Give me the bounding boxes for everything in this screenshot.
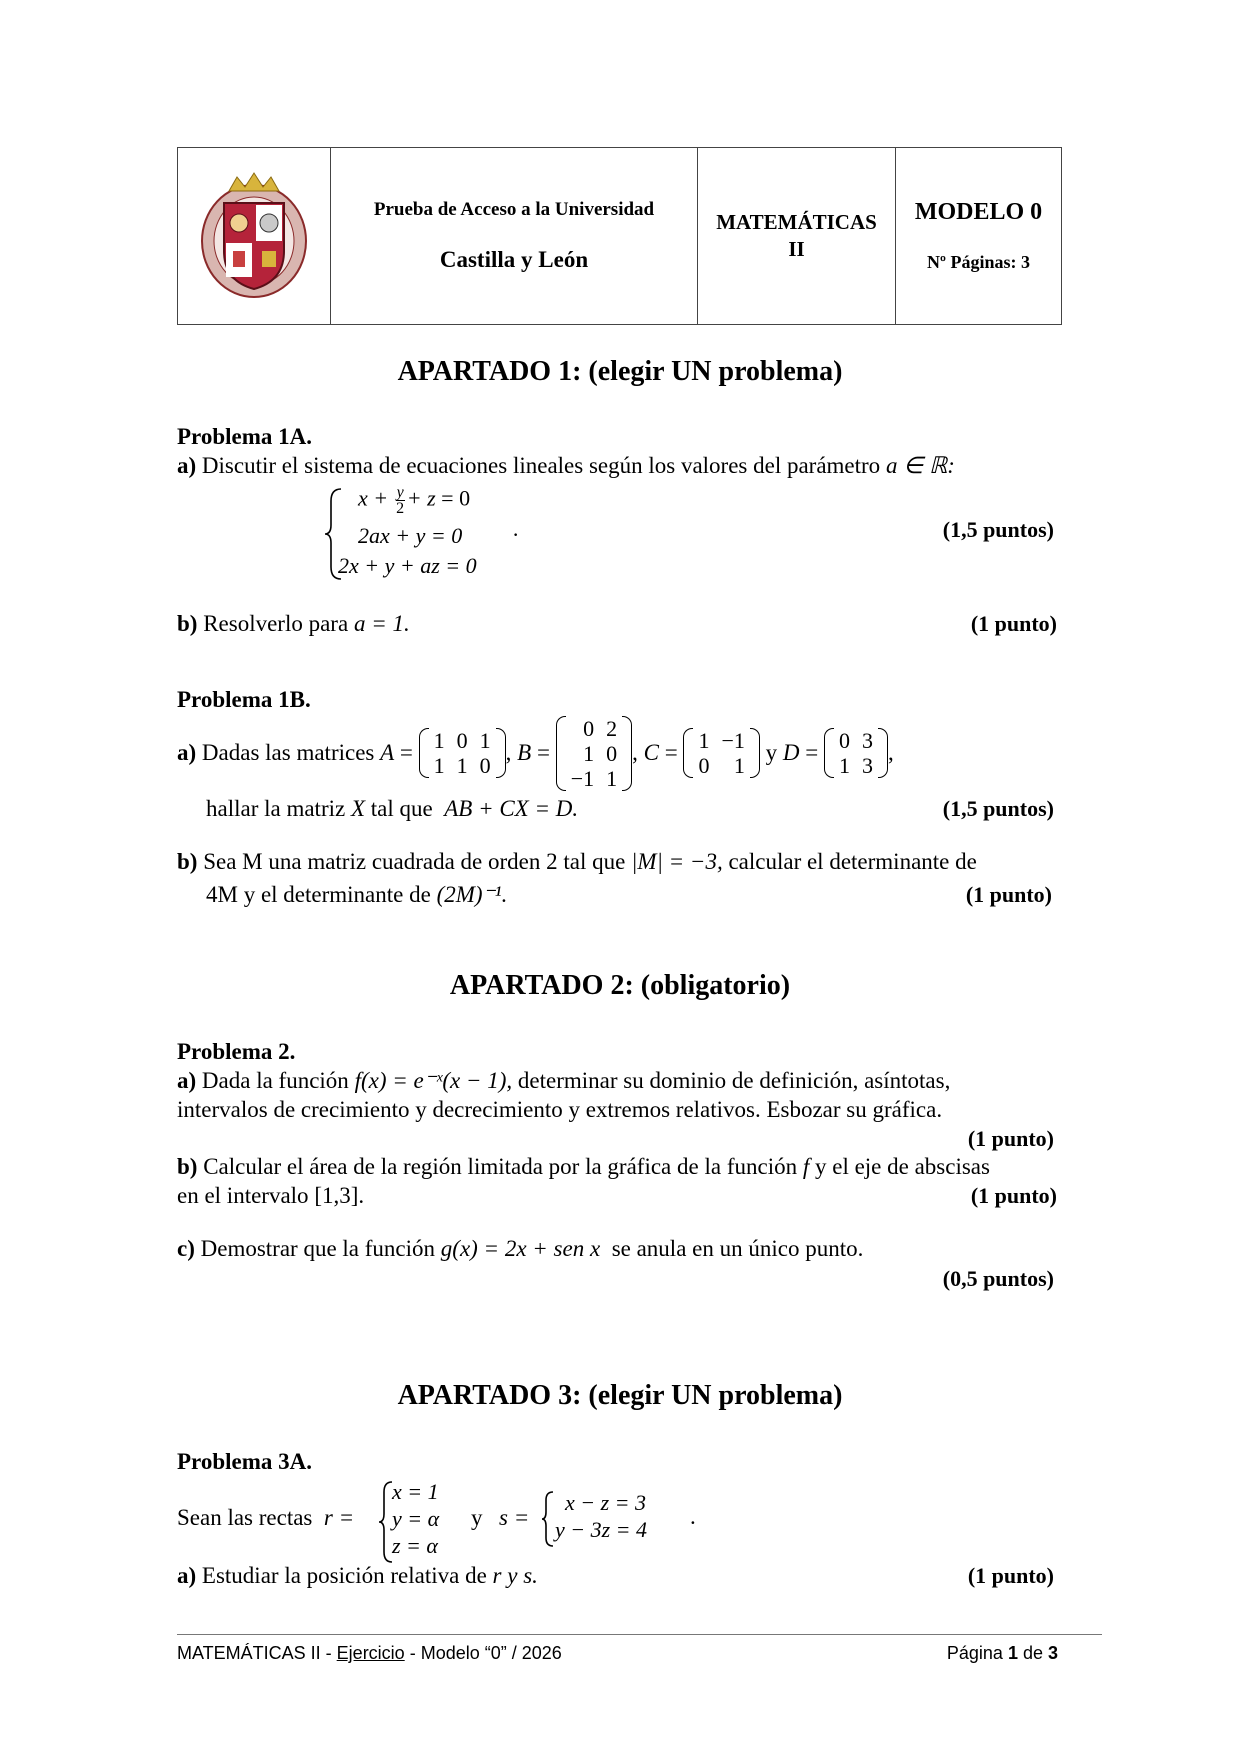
footer-exercise-link[interactable]: Ejercicio (336, 1643, 405, 1663)
matrix-entry: −1 (570, 765, 595, 791)
page-count: Nº Páginas: 3 (927, 252, 1030, 272)
subject-cell (698, 148, 896, 325)
matrix-entry: 0 (479, 753, 491, 778)
region-name: Castilla y León (439, 247, 589, 272)
matrix-entry: −1 (721, 728, 745, 753)
part-math: r y s. (492, 1563, 538, 1588)
part-text: y el eje de abscisas (814, 1154, 990, 1179)
matrix-entry: 1 (433, 753, 445, 778)
subject-level: II (788, 237, 805, 261)
matrix-entry: 1 (433, 728, 445, 753)
problem-2-b-points: (1 punto) (970, 1183, 1057, 1208)
line-s-eq2: y − 3z = 4 (555, 1517, 648, 1542)
line-r-label: r = (323, 1505, 355, 1530)
part-label: b) (177, 849, 198, 874)
interval-math: [1,3]. (314, 1183, 365, 1208)
part-label: c) (177, 1236, 195, 1261)
part-label: b) (177, 1154, 198, 1179)
part-text: se anula en un único punto. (611, 1236, 864, 1261)
footer-model: - Modelo “0” / 2026 (404, 1643, 562, 1663)
matrix-entry: 1 (838, 753, 850, 778)
matrix-d (824, 728, 888, 778)
section-1-title: APARTADO 1: (elegir UN problema) (397, 356, 843, 387)
lines-intro (177, 1505, 354, 1531)
matrix-entry: 3 (861, 728, 873, 753)
matrix-entry: 0 (456, 728, 468, 753)
exam-header-table (177, 147, 1062, 325)
lines-period: . (690, 1504, 696, 1529)
unknown-matrix: X (350, 796, 366, 821)
matrix-entry: 3 (861, 753, 873, 778)
problem-2-c-points: (0,5 puntos) (942, 1266, 1054, 1291)
matrix-entry: 0 (583, 715, 595, 741)
footer-page-prefix: Página (946, 1643, 1008, 1663)
system-eq3: 2x + y + az = 0 (338, 553, 477, 578)
part-label: b) (177, 611, 198, 636)
line-s-label: s = (499, 1505, 530, 1530)
problem-3a-heading: Problema 3A. (177, 1449, 313, 1474)
function-symbol: f (802, 1154, 810, 1179)
problem-2-a-points: (1 punto) (967, 1126, 1054, 1151)
university-seal-logo (199, 169, 309, 299)
problem-1b-part-b-line2 (206, 882, 507, 908)
problem-1a-part-a (177, 453, 955, 479)
section-3-title: APARTADO 3: (elegir UN problema) (397, 1380, 843, 1411)
problem-1a-heading: Problema 1A. (177, 424, 313, 449)
part-label: a) (177, 1563, 197, 1588)
part-text: Dadas las matrices (201, 740, 375, 765)
system-eq1: x + $\frac{y}{2}$ + z = 0 (358, 484, 471, 517)
problem-2-part-c (177, 1236, 863, 1262)
logo-cell (178, 148, 331, 325)
matrix-b (556, 716, 632, 791)
part-text: en el intervalo (177, 1183, 309, 1208)
part-text: Calcular el área de la región limitada por la gráfica de la función (203, 1154, 798, 1179)
footer-page-mid: de (1017, 1643, 1048, 1663)
problem-3a-part-a (177, 1563, 538, 1589)
matrix-entry: 1 (456, 753, 468, 778)
part-text: hallar la matriz (206, 796, 346, 821)
line-r-eq3: z = α (392, 1533, 438, 1558)
matrix-entry: 0 (838, 728, 850, 753)
part-label: a) (177, 453, 197, 478)
line-r-eq2: y = α (392, 1506, 440, 1531)
matrix-entry: 0 (698, 753, 710, 778)
part-text: Sean las rectas (177, 1505, 313, 1530)
parameter-math: a ∈ ℝ: (885, 453, 955, 478)
part-text: Sea M una matriz cuadrada de orden 2 tal que (203, 849, 626, 874)
part-text: Resolverlo para (203, 611, 349, 636)
model-cell (896, 148, 1062, 325)
footer-total-pages: 3 (1047, 1643, 1058, 1663)
part-text: tal que (370, 796, 433, 821)
problem-1b-part-a-line1: a) Dadas las matrices A = 1 0 1 1 1 0 , B = 0 2 1 0 −1 1 , C = 1 −1 0 1 y D = 0 3 1 3 , (177, 715, 894, 791)
problem-2-heading: Problema 2. (177, 1039, 296, 1064)
matrix-entry: 1 (698, 728, 710, 753)
part-text: Discutir el sistema de ecuaciones lineales según los valores del parámetro (201, 453, 881, 478)
matrix-entry: 1 (733, 753, 745, 778)
matrix-entry: 0 (606, 740, 618, 766)
part-label: a) (177, 1068, 197, 1093)
part-math: |M| = −3, (631, 849, 723, 874)
part-text: 4M y el determinante de (206, 882, 431, 907)
problem-1a-a-points: (1,5 puntos) (942, 517, 1054, 542)
matrix-entry: 1 (606, 765, 618, 791)
part-text: Dada la función (201, 1068, 349, 1093)
part-label: a) (177, 740, 197, 765)
footer-current-page: 1 (1007, 1643, 1018, 1663)
footer-rule (177, 1634, 1102, 1635)
conjunction: y (765, 740, 778, 765)
matrix-entry: 1 (583, 740, 595, 766)
problem-1a-b-points: (1 punto) (970, 611, 1057, 636)
function-math: f(x) = e⁻ˣ(x − 1), (354, 1068, 513, 1093)
exam-name: Prueba de Acceso a la Universidad (373, 199, 655, 220)
line-s-eq1: x − z = 3 (565, 1490, 647, 1515)
part-math: (2M)⁻¹. (436, 882, 508, 907)
line-s-brace (541, 1490, 555, 1548)
matrix-entry: 1 (479, 728, 491, 753)
part-text: determinar su dominio de definición, asíntotas, (517, 1068, 951, 1093)
matrix-a (419, 728, 506, 778)
line-r-eq1: x = 1 (392, 1479, 439, 1504)
problem-1b-a-points: (1,5 puntos) (942, 796, 1054, 821)
part-math: a = 1. (353, 611, 410, 636)
problem-2-part-b-line1 (177, 1154, 990, 1180)
matrix-entry: 2 (606, 715, 618, 741)
system-dot: · (512, 522, 520, 547)
lines-conjunction: y (471, 1505, 483, 1530)
problem-1b-part-a-line2 (206, 796, 578, 822)
exam-title-cell (331, 148, 698, 325)
problem-1b-part-b-line1 (177, 849, 977, 875)
problem-2-part-a-line2: intervalos de crecimiento y decrecimiento y extremos relativos. Esbozar su gráfica. (177, 1097, 943, 1122)
problem-1b-b-points: (1 punto) (965, 882, 1052, 907)
subject-name: MATEMÁTICAS (716, 210, 877, 234)
part-text: Estudiar la posición relativa de (201, 1563, 487, 1588)
footer-subject: MATEMÁTICAS II - (177, 1643, 337, 1663)
function-math: g(x) = 2x + sen x (440, 1236, 601, 1261)
matrix-c (683, 728, 759, 778)
problem-1a-part-b (177, 611, 410, 637)
footer-left (177, 1643, 562, 1664)
part-text: calcular el determinante de (728, 849, 977, 874)
problem-3a-a-points: (1 punto) (967, 1563, 1054, 1588)
problem-1b-heading: Problema 1B. (177, 687, 311, 712)
problem-2-part-b-line2 (177, 1183, 364, 1209)
model-label: MODELO 0 (914, 199, 1043, 225)
part-text: Demostrar que la función (200, 1236, 436, 1261)
matrix-equation: AB + CX = D. (444, 796, 579, 821)
footer-page-number (947, 1643, 1058, 1664)
problem-2-part-a-line1 (177, 1068, 950, 1094)
system-eq2: 2ax + y = 0 (358, 523, 463, 548)
section-2-title: APARTADO 2: (obligatorio) (449, 970, 791, 1001)
